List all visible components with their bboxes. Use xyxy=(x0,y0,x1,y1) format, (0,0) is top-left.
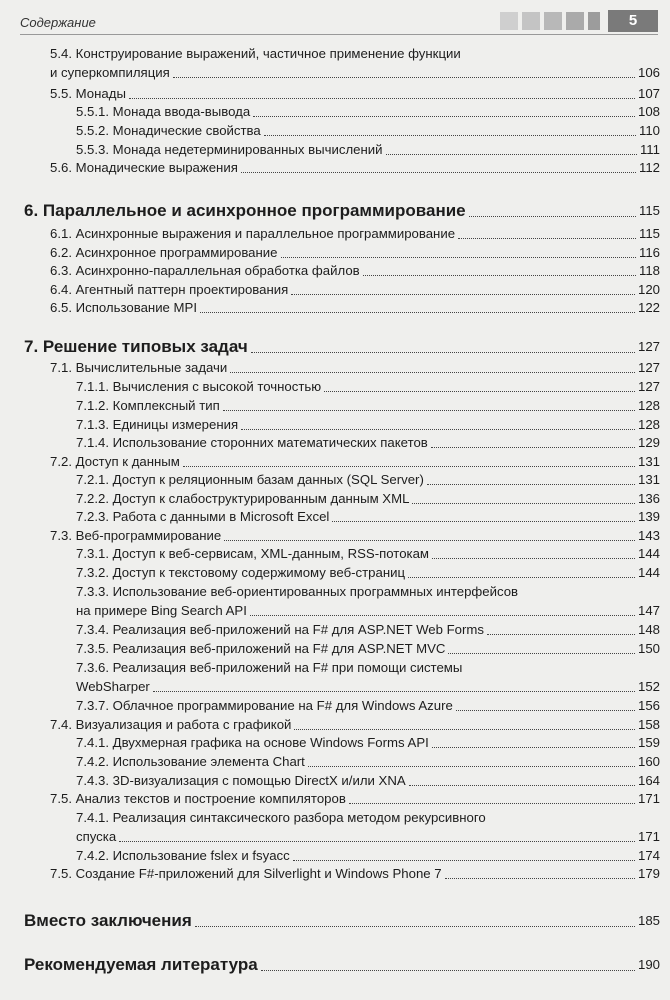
header-decorative-strip xyxy=(500,12,600,30)
toc-chapter[interactable] xyxy=(24,336,660,358)
leader-dots xyxy=(412,503,635,504)
leader-dots xyxy=(445,878,635,879)
toc-entry[interactable] xyxy=(50,261,660,280)
toc-entry-page: 147 xyxy=(637,603,660,618)
toc-entry[interactable] xyxy=(76,121,660,140)
toc-entry-page: 106 xyxy=(637,65,660,80)
toc-entry[interactable] xyxy=(76,771,660,790)
leader-dots xyxy=(308,766,635,767)
toc-entry[interactable] xyxy=(50,452,660,471)
toc-entry[interactable] xyxy=(76,433,660,452)
leader-dots xyxy=(458,238,636,239)
toc-entry-page: 128 xyxy=(637,398,660,413)
leader-dots xyxy=(427,484,635,485)
leader-dots xyxy=(230,372,635,373)
leader-dots xyxy=(324,391,635,392)
toc-entry-first-line: 7.4.1. Реализация синтаксического разбора методом рекурсивного xyxy=(76,810,486,825)
leader-dots xyxy=(431,447,635,448)
toc-entry-label: 6.2. Асинхронное программирование xyxy=(50,245,278,260)
leader-dots xyxy=(456,710,635,711)
toc-entry-label: 7.3. Веб-программирование xyxy=(50,528,222,543)
toc-entry-label: 7.1.1. Вычисления с высокой точностью xyxy=(76,379,322,394)
toc-entry-page: 171 xyxy=(637,829,660,844)
toc-entry-label: 6.5. Использование MPI xyxy=(50,300,198,315)
toc-entry-label: на примере Bing Search API xyxy=(76,603,247,618)
leader-dots xyxy=(294,729,635,730)
toc-entry[interactable] xyxy=(76,470,660,489)
toc-entry[interactable] xyxy=(76,415,660,434)
toc-entry-page: 120 xyxy=(637,282,660,297)
toc-entry[interactable] xyxy=(76,507,660,526)
toc-entry-page: 144 xyxy=(637,565,660,580)
leader-dots xyxy=(432,747,635,748)
toc-chapter-label: 6. Параллельное и асинхронное программирование xyxy=(24,201,466,220)
toc-entry[interactable] xyxy=(76,489,660,508)
toc-entry-page: 139 xyxy=(637,509,660,524)
toc-entry-label: 7.1.4. Использование сторонних математических пакетов xyxy=(76,435,428,450)
toc-entry-page: 174 xyxy=(637,848,660,863)
toc-entry-label: WebSharper xyxy=(76,679,150,694)
toc-entry-page: 185 xyxy=(637,913,660,928)
leader-dots xyxy=(386,154,637,155)
leader-dots xyxy=(408,577,635,578)
toc-entry-page: 179 xyxy=(637,866,660,881)
toc-entry-page: 160 xyxy=(637,754,660,769)
toc-entry-label: 7.4.3. 3D-визуализация с помощью DirectX и/или XNA xyxy=(76,773,406,788)
leader-dots xyxy=(261,970,635,971)
leader-dots xyxy=(153,691,635,692)
leader-dots xyxy=(195,926,635,927)
toc-entry[interactable] xyxy=(50,298,660,317)
toc-entry-page: 111 xyxy=(639,142,660,157)
leader-dots xyxy=(241,429,635,430)
toc-entry-page: 127 xyxy=(637,339,660,354)
toc-entry[interactable] xyxy=(76,140,660,159)
page-number: 5 xyxy=(608,10,658,32)
toc-entry-label: 7.4.1. Двухмерная графика на основе Windows Forms API xyxy=(76,735,429,750)
toc-entry[interactable] xyxy=(76,677,660,696)
leader-dots xyxy=(250,615,635,616)
toc-entry-page: 131 xyxy=(637,454,660,469)
leader-dots xyxy=(332,521,635,522)
toc-entry[interactable] xyxy=(76,377,660,396)
toc-entry-page: 116 xyxy=(638,245,660,260)
toc-entry-label: 5.5.3. Монада недетерминированных вычислений xyxy=(76,142,383,157)
leader-dots xyxy=(200,312,635,313)
leader-dots xyxy=(224,540,635,541)
toc-entry[interactable] xyxy=(50,526,660,545)
toc-entry-page: 107 xyxy=(637,86,660,101)
leader-dots xyxy=(119,841,635,842)
toc-entry[interactable] xyxy=(50,243,660,262)
toc-entry[interactable] xyxy=(50,63,660,82)
toc-entry-label: 7.1.3. Единицы измерения xyxy=(76,417,239,432)
leader-dots xyxy=(469,216,636,217)
toc-entry-label: и суперкомпиляция xyxy=(50,65,170,80)
toc-entry-label: 7.2. Доступ к данным xyxy=(50,454,180,469)
toc-entry-page: 164 xyxy=(637,773,660,788)
toc-entry-label: 7.3.7. Облачное программирование на F# для Windows Azure xyxy=(76,698,453,713)
toc-entry-page: 129 xyxy=(637,435,660,450)
toc-entry-page: 115 xyxy=(638,226,660,241)
toc-entry[interactable] xyxy=(76,846,660,865)
toc-entry-label: 7.1.2. Комплексный тип xyxy=(76,398,220,413)
toc-entry-label: 7.3.5. Реализация веб-приложений на F# для ASP.NET MVC xyxy=(76,641,446,656)
toc-entry[interactable] xyxy=(50,789,660,808)
toc-entry-page: 171 xyxy=(637,791,660,806)
toc-entry-page: 122 xyxy=(637,300,660,315)
toc-entry[interactable] xyxy=(50,158,660,177)
toc-entry-label: спуска xyxy=(76,829,117,844)
toc-entry-page: 156 xyxy=(637,698,660,713)
toc-entry-label: 7.3.2. Доступ к текстовому содержимому веб-страниц xyxy=(76,565,406,580)
toc-entry[interactable] xyxy=(76,752,660,771)
toc-entry[interactable] xyxy=(76,563,660,582)
toc-entry[interactable] xyxy=(50,280,660,299)
toc-entry-page: 118 xyxy=(638,263,660,278)
toc-entry-label: 5.6. Монадические выражения xyxy=(50,160,238,175)
toc-entry-page: 136 xyxy=(637,491,660,506)
toc-entry-page: 115 xyxy=(638,203,660,218)
toc-entry-first-line: 5.4. Конструирование выражений, частичное применение функции xyxy=(50,46,461,61)
toc-entry-label: 7.5. Анализ текстов и построение компиляторов xyxy=(50,791,346,806)
leader-dots xyxy=(291,294,635,295)
toc-entry-page: 158 xyxy=(637,717,660,732)
toc-entry-page: 159 xyxy=(637,735,660,750)
toc-entry-label: 7.5. Создание F#-приложений для Silverlight и Windows Phone 7 xyxy=(50,866,442,881)
toc-chapter-label: 7. Решение типовых задач xyxy=(24,337,248,356)
leader-dots xyxy=(223,410,635,411)
leader-dots xyxy=(129,98,635,99)
toc-entry-page: 110 xyxy=(638,123,660,138)
toc-chapter[interactable] xyxy=(24,200,660,222)
toc-entry[interactable] xyxy=(50,358,660,377)
toc-entry[interactable] xyxy=(76,639,660,658)
leader-dots xyxy=(293,860,635,861)
leader-dots xyxy=(432,558,635,559)
toc-entry[interactable] xyxy=(76,696,660,715)
leader-dots xyxy=(241,172,636,173)
leader-dots xyxy=(487,634,635,635)
leader-dots xyxy=(349,803,635,804)
toc-entry-label: 5.5.1. Монада ввода-вывода xyxy=(76,104,251,119)
toc-entry-page: 127 xyxy=(637,379,660,394)
toc-entry-page: 144 xyxy=(637,546,660,561)
toc-entry-label: 7.4.2. Использование fslex и fsyacc xyxy=(76,848,290,863)
toc-entry-label: 7.4.2. Использование элемента Chart xyxy=(76,754,305,769)
toc-entry-label: 7.4. Визуализация и работа с графикой xyxy=(50,717,292,732)
toc-entry[interactable] xyxy=(76,396,660,415)
leader-dots xyxy=(183,466,635,467)
leader-dots xyxy=(409,785,635,786)
leader-dots xyxy=(251,352,635,353)
toc-entry-label: 6.1. Асинхронные выражения и параллельное программирование xyxy=(50,226,456,241)
toc-entry[interactable] xyxy=(76,102,660,121)
toc-entry-page: 148 xyxy=(637,622,660,637)
toc-entry[interactable] xyxy=(76,827,660,846)
header-rule xyxy=(20,34,658,35)
toc-entry[interactable] xyxy=(50,224,660,243)
leader-dots xyxy=(173,77,635,78)
leader-dots xyxy=(264,135,636,136)
toc-entry[interactable] xyxy=(76,601,660,620)
running-header-title: Содержание xyxy=(20,15,96,30)
toc-entry-page: 143 xyxy=(637,528,660,543)
toc-entry-page: 150 xyxy=(637,641,660,656)
leader-dots xyxy=(253,116,635,117)
toc-entry-label: 6.4. Агентный паттерн проектирования xyxy=(50,282,289,297)
toc-entry-label: 7.3.4. Реализация веб-приложений на F# для ASP.NET Web Forms xyxy=(76,622,484,637)
toc-chapter-label: Вместо заключения xyxy=(24,911,192,930)
toc-chapter-label: Рекомендуемая литература xyxy=(24,955,258,974)
toc-entry-page: 131 xyxy=(637,472,660,487)
toc-entry-page: 128 xyxy=(637,417,660,432)
toc-entry[interactable] xyxy=(50,864,660,883)
leader-dots xyxy=(448,653,635,654)
toc-entry-label: 7.2.2. Доступ к слабоструктурированным данным XML xyxy=(76,491,410,506)
toc-entry-first-line: 7.3.3. Использование веб-ориентированных программных интерфейсов xyxy=(76,584,519,599)
toc-entry-page: 112 xyxy=(638,160,660,175)
toc-entry-page: 108 xyxy=(637,104,660,119)
toc-entry[interactable] xyxy=(76,544,660,563)
toc-entry[interactable] xyxy=(50,715,660,734)
leader-dots xyxy=(281,257,636,258)
toc-entry[interactable] xyxy=(76,733,660,752)
toc-entry-first-line: 7.3.6. Реализация веб-приложений на F# при помощи системы xyxy=(76,660,463,675)
leader-dots xyxy=(363,275,636,276)
toc-entry-page: 127 xyxy=(637,360,660,375)
toc-entry-label: 7.2.1. Доступ к реляционным базам данных (SQL Server) xyxy=(76,472,424,487)
toc-entry-page: 152 xyxy=(637,679,660,694)
toc-entry-label: 7.1. Вычислительные задачи xyxy=(50,360,228,375)
toc-entry[interactable] xyxy=(50,84,660,103)
toc-entry-label: 6.3. Асинхронно-параллельная обработка файлов xyxy=(50,263,360,278)
toc-chapter[interactable] xyxy=(24,910,660,932)
toc-entry[interactable] xyxy=(76,620,660,639)
toc-entry-label: 7.3.1. Доступ к веб-сервисам, XML-данным, RSS-потокам xyxy=(76,546,429,561)
toc-entry-label: 5.5.2. Монадические свойства xyxy=(76,123,261,138)
toc-entry-label: 7.2.3. Работа с данными в Microsoft Excel xyxy=(76,509,330,524)
toc-chapter[interactable] xyxy=(24,954,660,976)
toc-entry-label: 5.5. Монады xyxy=(50,86,126,101)
toc-entry-page: 190 xyxy=(637,957,660,972)
